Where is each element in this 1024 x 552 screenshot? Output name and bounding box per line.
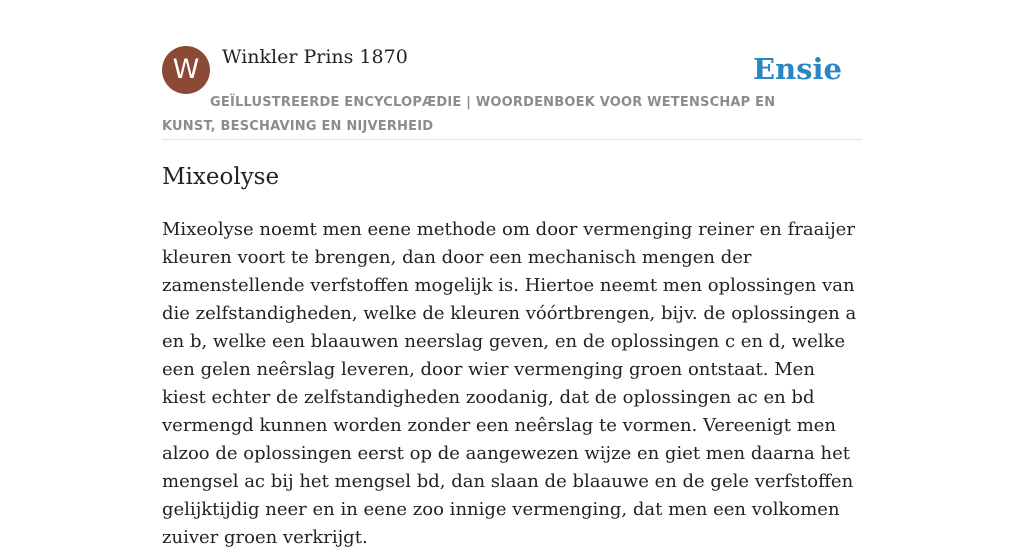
header-divider	[162, 139, 862, 140]
entry-title: Mixeolyse	[162, 164, 280, 190]
source-avatar[interactable]: W	[162, 46, 210, 94]
source-title[interactable]: Winkler Prins 1870	[222, 46, 408, 68]
ensie-logo[interactable]: Ensie	[753, 52, 842, 86]
source-subtitle: GEÏLLUSTREERDE ENCYCLOPÆDIE | WOORDENBOEK VOOR WETENSCHAP EN KUNST, BESCHAVING EN NIJVERHEID	[162, 95, 776, 134]
entry-body: Mixeolyse noemt men eene methode om door vermenging reiner en fraaijer kleuren voort te brengen, dan door een mechanisch mengen der zamenstellende verfstoffen mogelijk is. Hiertoe neemt men oplossingen van die zelfstandigheden, welke de kleuren vóórtbrengen, bijv. de oplossingen a en b, welke een blaauwen neerslag geven, en de oplossingen c en d, welke een gelen neêrslag leveren, door wier vermenging groen ontstaat. Men kiest echter de zelfstandigheden zoodanig, dat de oplossingen ac en bd vermengd kunnen worden zonder een neêrslag te vormen. Vereenigt men alzoo de oplossingen eerst op de aangewezen wijze en giet men daarna het mengsel ac bij het mengsel bd, dan slaan de blaauwe en de gele verfstoffen gelijktijdig neer en in eene zoo innige vermenging, dat men een volkomen zuiver groen verkrijgt.	[162, 219, 857, 548]
